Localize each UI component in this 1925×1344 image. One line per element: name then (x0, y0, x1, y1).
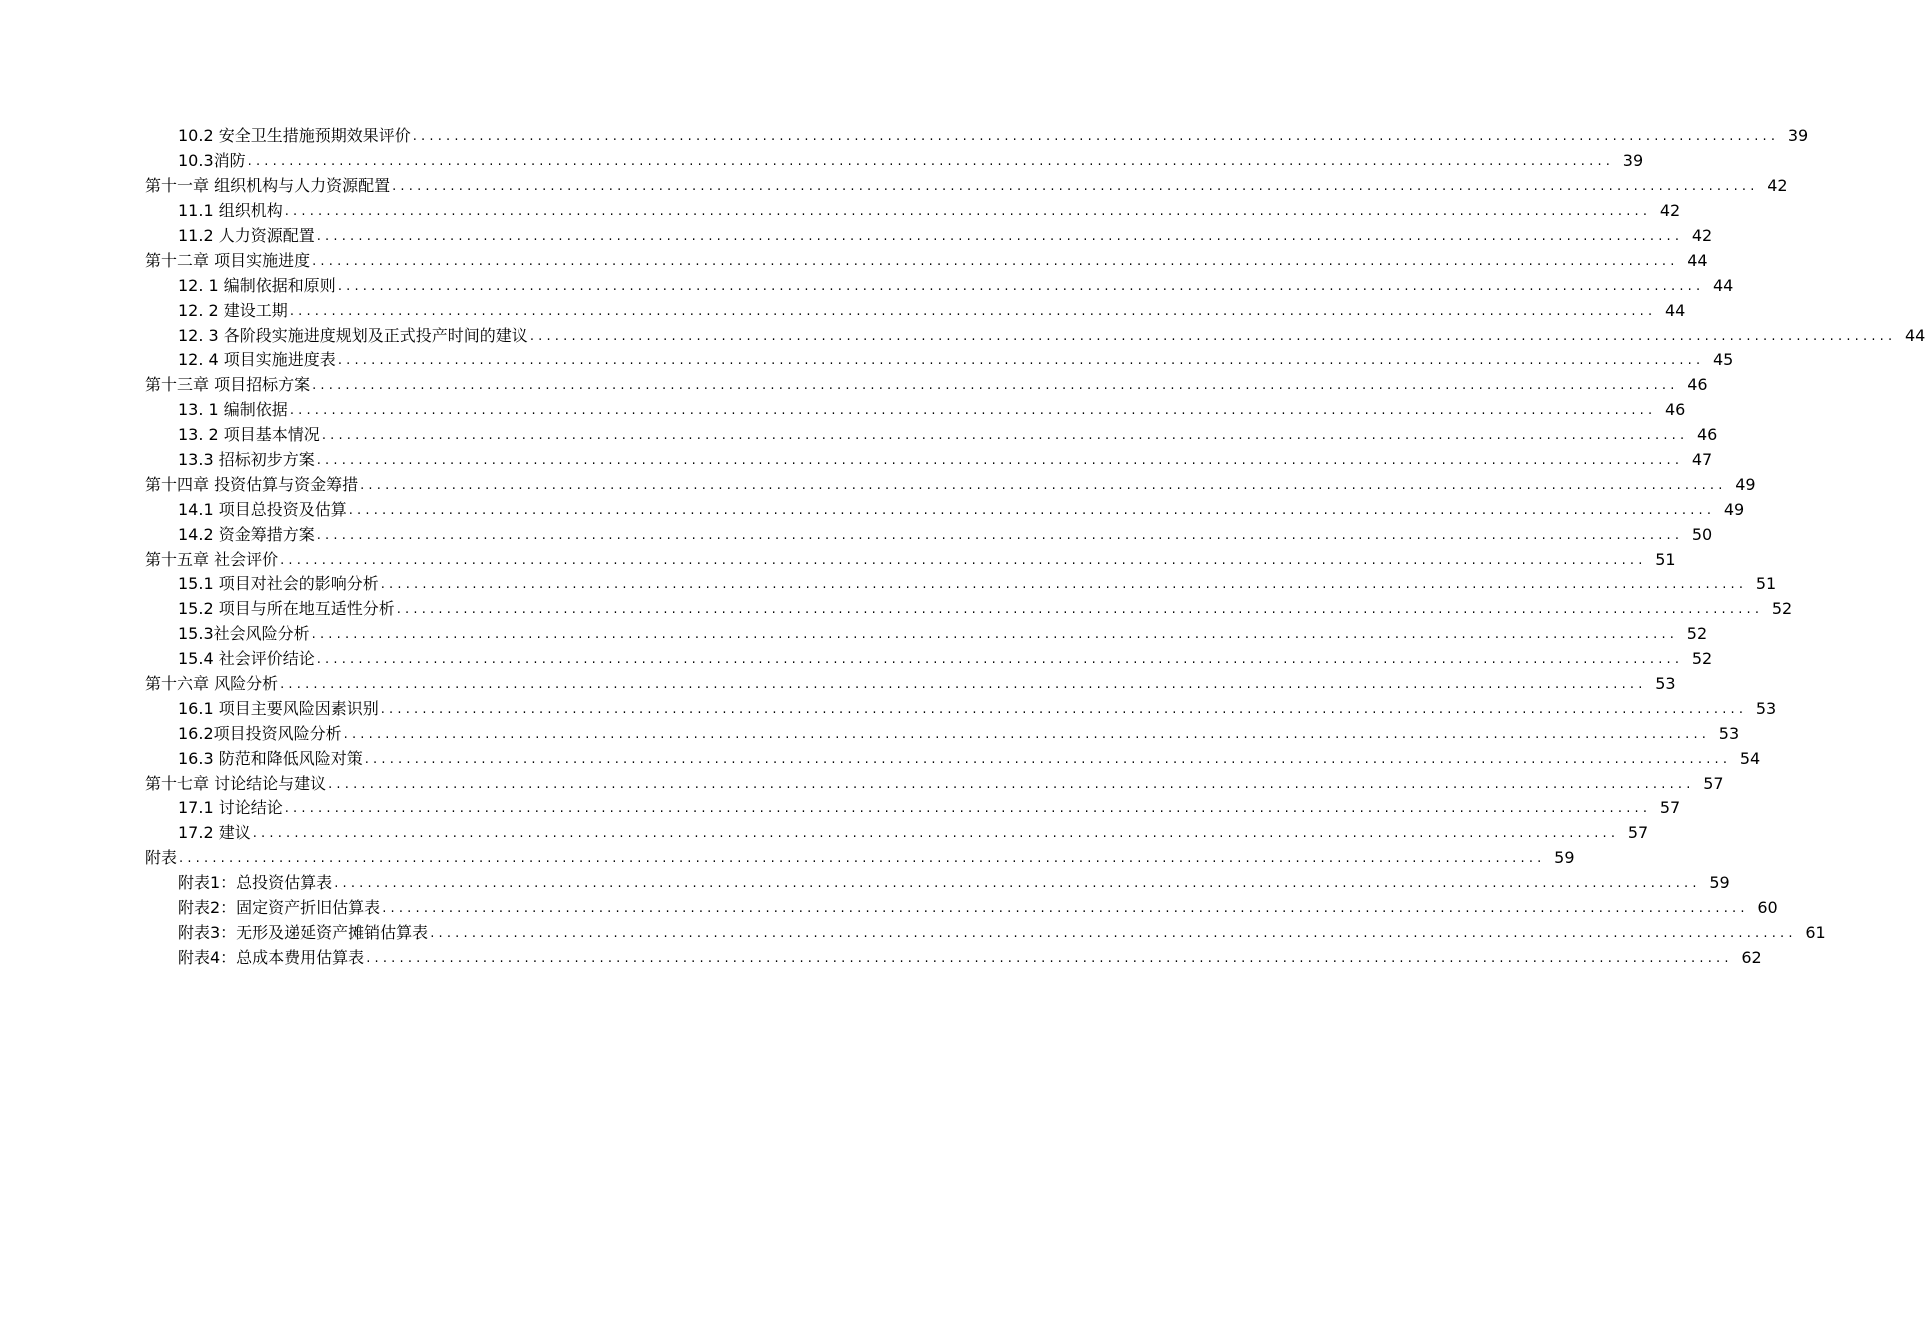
toc-dot-leader: .................................................................................................................................................................... (392, 179, 1759, 195)
toc-page-number: 44 (1664, 300, 1686, 320)
toc-entry-title: 第十二章 项目实施进度 (145, 250, 311, 270)
toc-page-number: 46 (1687, 375, 1708, 395)
toc-dot-leader: .................................................................................................................................................................... (364, 751, 1732, 767)
toc-section-entry[interactable] (0, 821, 1649, 846)
toc-page-number: 44 (1904, 325, 1925, 345)
toc-section-entry[interactable] (0, 423, 1718, 448)
toc-entry-title: 第十六章 风险分析 (145, 674, 279, 694)
toc-page-number: 50 (1691, 524, 1713, 544)
toc-dot-leader: .................................................................................................................................................................... (380, 577, 1748, 593)
toc-section-entry[interactable] (0, 896, 1778, 921)
toc-chapter-entry[interactable] (0, 846, 1575, 871)
toc-dot-leader: .................................................................................................................................................................... (343, 726, 1711, 742)
toc-section-entry[interactable] (0, 597, 1793, 622)
toc-dot-leader: .................................................................................................................................................................... (337, 353, 1705, 369)
toc-entry-title: 12. 3 各阶段实施进度规划及正式投产时间的建议 (178, 325, 528, 345)
toc-section-entry[interactable] (0, 273, 1734, 298)
toc-dot-leader: .................................................................................................................................................................... (396, 602, 1764, 618)
toc-section-entry[interactable] (0, 945, 1762, 970)
toc-entry-title: 16.3 防范和降低风险对策 (178, 748, 363, 768)
toc-page-number: 45 (1712, 350, 1734, 370)
toc-chapter-entry[interactable] (0, 771, 1724, 796)
toc-page-number: 59 (1554, 848, 1575, 868)
toc-entry-title: 15.3社会风险分析 (178, 624, 310, 644)
toc-dot-leader: .................................................................................................................................................................... (337, 278, 1705, 294)
toc-page-number: 60 (1757, 898, 1778, 918)
toc-page-number: 49 (1723, 499, 1745, 519)
toc-page-number: 47 (1691, 450, 1713, 470)
toc-entry-title: 第十四章 投资估算与资金筹措 (145, 474, 359, 494)
toc-chapter-entry[interactable] (0, 672, 1676, 697)
toc-page-number: 54 (1739, 748, 1761, 768)
toc-entry-title: 10.3消防 (178, 151, 246, 171)
toc-entry-title: 第十一章 组织机构与人力资源配置 (145, 176, 391, 196)
toc-entry-title: 17.1 讨论结论 (178, 798, 283, 818)
toc-page-number: 57 (1659, 798, 1681, 818)
toc-chapter-entry[interactable] (0, 248, 1708, 273)
toc-entry-title: 第十五章 社会评价 (145, 549, 279, 569)
toc-dot-leader: .................................................................................................................................................................... (348, 502, 1716, 518)
toc-entry-title: 12. 1 编制依据和原则 (178, 275, 336, 295)
toc-entry-title: 15.4 社会评价结论 (178, 649, 315, 669)
toc-page-number: 46 (1696, 425, 1718, 445)
toc-entry-title: 11.2 人力资源配置 (178, 226, 315, 245)
toc-page-number: 57 (1703, 773, 1724, 793)
toc-section-entry[interactable] (0, 348, 1734, 373)
toc-dot-leader: .................................................................................................................................................................... (280, 677, 1647, 693)
toc-entry-title: 11.1 组织机构 (178, 201, 283, 221)
toc-dot-leader: .................................................................................................................................................................... (366, 950, 1733, 966)
toc-dot-leader: .................................................................................................................................................................... (321, 428, 1689, 444)
toc-page-number: 42 (1691, 226, 1713, 245)
toc-section-entry[interactable] (0, 448, 1713, 473)
toc-section-entry[interactable] (0, 298, 1686, 323)
toc-chapter-entry[interactable] (0, 472, 1756, 497)
toc-page-number: 46 (1664, 400, 1686, 420)
toc-entry-title: 附表2：固定资产折旧估算表 (178, 898, 381, 918)
toc-entry-title: 14.1 项目总投资及估算 (178, 499, 347, 519)
toc-entry-title: 15.2 项目与所在地互适性分析 (178, 599, 395, 619)
toc-entry-title: 13. 2 项目基本情况 (178, 425, 320, 445)
toc-dot-leader: .................................................................................................................................................................... (280, 552, 1647, 568)
toc-dot-leader: .................................................................................................................................................................... (316, 652, 1684, 668)
toc-section-entry[interactable] (0, 622, 1708, 647)
toc-section-entry[interactable] (0, 696, 1777, 721)
toc-section-entry[interactable] (0, 721, 1740, 746)
toc-entry-title: 13.3 招标初步方案 (178, 450, 315, 470)
toc-section-entry[interactable] (0, 497, 1745, 522)
toc-entry-title: 附表 (145, 848, 178, 868)
toc-page-number: 44 (1687, 250, 1708, 270)
toc-entry-title: 14.2 资金筹措方案 (178, 524, 315, 544)
toc-dot-leader: .................................................................................................................................................................... (382, 901, 1749, 917)
toc-dot-leader: .................................................................................................................................................................... (247, 154, 1615, 170)
toc-section-entry[interactable] (0, 522, 1713, 547)
toc-page-number: 42 (1659, 201, 1681, 221)
toc-page-number: 49 (1735, 474, 1756, 494)
toc-section-entry[interactable] (0, 572, 1777, 597)
toc-dot-leader: .................................................................................................................................................................... (284, 801, 1652, 817)
toc-page-number: 52 (1691, 649, 1713, 669)
toc-section-entry[interactable] (0, 871, 1730, 896)
toc-page-number: 53 (1755, 698, 1777, 718)
toc-dot-leader: .................................................................................................................................................................... (360, 477, 1727, 493)
toc-dot-leader: .................................................................................................................................................................... (179, 851, 1546, 867)
toc-chapter-entry[interactable] (0, 547, 1676, 572)
toc-section-entry[interactable] (0, 124, 1809, 149)
toc-page-number: 59 (1709, 873, 1730, 893)
toc-dot-leader: .................................................................................................................................................................... (316, 527, 1684, 543)
toc-chapter-entry[interactable] (0, 373, 1708, 398)
toc-page-number: 51 (1655, 549, 1676, 569)
toc-dot-leader: .................................................................................................................................................................... (289, 403, 1657, 419)
toc-dot-leader: .................................................................................................................................................................... (328, 776, 1695, 792)
toc-dot-leader: .................................................................................................................................................................... (316, 229, 1684, 244)
toc-page-number: 53 (1718, 723, 1740, 743)
toc-page-number: 52 (1686, 624, 1708, 644)
toc-entry-title: 16.1 项目主要风险因素识别 (178, 698, 379, 718)
toc-entry-title: 10.2 安全卫生措施预期效果评价 (178, 126, 411, 146)
toc-chapter-entry[interactable] (0, 174, 1788, 199)
toc-entry-title: 16.2项目投资风险分析 (178, 723, 342, 743)
toc-dot-leader: .................................................................................................................................................................... (312, 253, 1679, 269)
toc-section-entry[interactable] (0, 224, 1713, 249)
toc-page-number: 39 (1787, 126, 1809, 146)
toc-section-entry[interactable] (0, 149, 1644, 174)
toc-dot-leader: .................................................................................................................................................................... (312, 378, 1679, 394)
toc-entry-title: 第十三章 项目招标方案 (145, 375, 311, 395)
toc-entry-title: 附表1：总投资估算表 (178, 873, 333, 893)
toc-section-entry[interactable] (0, 746, 1761, 771)
toc-dot-leader: .................................................................................................................................................................... (529, 328, 1897, 344)
toc-section-entry[interactable] (0, 199, 1681, 224)
toc-dot-leader: .................................................................................................................................................................... (289, 303, 1657, 319)
toc-entry-title: 附表4：总成本费用估算表 (178, 947, 365, 967)
toc-section-entry[interactable] (0, 647, 1713, 672)
toc-page-number: 44 (1712, 275, 1734, 295)
toc-dot-leader: .................................................................................................................................................................... (334, 876, 1701, 892)
toc-dot-leader: .................................................................................................................................................................... (316, 453, 1684, 469)
toc-dot-leader: .................................................................................................................................................................... (284, 204, 1652, 220)
toc-section-entry[interactable] (0, 398, 1686, 423)
toc-page-number: 62 (1741, 947, 1762, 967)
toc-section-entry[interactable] (0, 323, 1925, 348)
toc-entry-title: 17.2 建议 (178, 823, 251, 843)
toc-section-entry[interactable] (0, 921, 1826, 946)
toc-page-number: 39 (1622, 151, 1644, 171)
toc-entry-title: 13. 1 编制依据 (178, 400, 288, 420)
toc-page-number: 42 (1767, 176, 1788, 196)
toc-dot-leader: .................................................................................................................................................................... (252, 826, 1620, 842)
toc-entry-title: 附表3：无形及递延资产摊销估算表 (178, 922, 429, 942)
toc-entry-title: 12. 4 项目实施进度表 (178, 350, 336, 370)
toc-page-number: 52 (1771, 599, 1793, 619)
toc-dot-leader: .................................................................................................................................................................... (311, 627, 1679, 643)
toc-dot-leader: .................................................................................................................................................................... (380, 701, 1748, 717)
toc-dot-leader: .................................................................................................................................................................... (412, 129, 1780, 145)
toc-page-number: 61 (1805, 922, 1826, 942)
toc-dot-leader: .................................................................................................................................................................... (430, 925, 1797, 941)
toc-entry-title: 第十七章 讨论结论与建议 (145, 773, 327, 793)
toc-page-number: 51 (1755, 574, 1777, 594)
toc-entry-title: 12. 2 建设工期 (178, 300, 288, 320)
table-of-contents (0, 124, 1925, 970)
toc-section-entry[interactable] (0, 796, 1681, 821)
toc-page-number: 57 (1627, 823, 1649, 843)
toc-entry-title: 15.1 项目对社会的影响分析 (178, 574, 379, 594)
toc-page-number: 53 (1655, 674, 1676, 694)
